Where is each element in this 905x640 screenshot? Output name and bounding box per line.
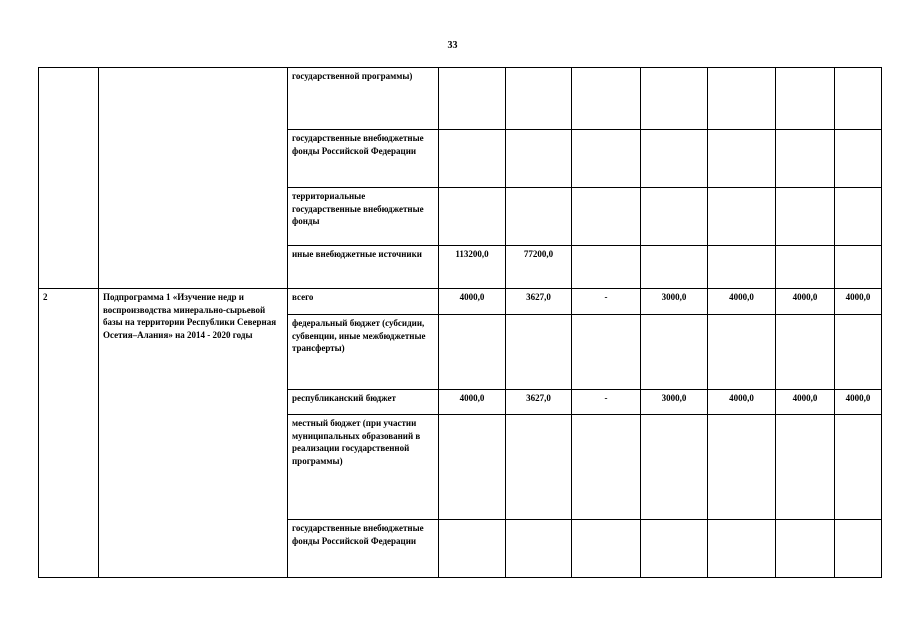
source-cell: местный бюджет (при участии муниципальных образований в реализации государственной программы) — [288, 415, 439, 520]
value-cell: - — [572, 390, 641, 415]
value-cell — [776, 315, 835, 390]
value-cell: 4000,0 — [439, 289, 506, 315]
value-cell — [506, 520, 572, 578]
value-cell: 4000,0 — [776, 390, 835, 415]
value-cell: 4000,0 — [835, 289, 882, 315]
value-cell — [835, 415, 882, 520]
value-cell: 3627,0 — [506, 289, 572, 315]
value-cell — [572, 246, 641, 289]
value-cell — [439, 68, 506, 130]
value-cell — [708, 520, 776, 578]
value-cell: 4000,0 — [776, 289, 835, 315]
value-cell — [776, 68, 835, 130]
value-cell — [572, 188, 641, 246]
value-cell: 3000,0 — [641, 289, 708, 315]
value-cell — [572, 520, 641, 578]
value-cell — [641, 415, 708, 520]
value-cell — [835, 130, 882, 188]
source-cell: республиканский бюджет — [288, 390, 439, 415]
value-cell: 113200,0 — [439, 246, 506, 289]
number-cell — [39, 68, 99, 289]
source-cell: государственные внебюджетные фонды Российской Федерации — [288, 520, 439, 578]
value-cell — [439, 188, 506, 246]
value-cell — [641, 520, 708, 578]
value-cell — [835, 246, 882, 289]
title-cell — [99, 68, 288, 289]
value-cell — [439, 315, 506, 390]
value-cell — [708, 68, 776, 130]
value-cell — [641, 246, 708, 289]
value-cell — [776, 130, 835, 188]
value-cell — [708, 188, 776, 246]
value-cell — [439, 520, 506, 578]
value-cell: 4000,0 — [708, 390, 776, 415]
subprogram-title: Подпрограмма 1 «Изучение недр и воспроизводства минерально-сырьевой базы на территории Республики Северная Осетия–Алания» на 2014 - 2020 годы — [99, 289, 288, 578]
value-cell: 77200,0 — [506, 246, 572, 289]
value-cell: 4000,0 — [708, 289, 776, 315]
value-cell — [572, 315, 641, 390]
value-cell — [506, 315, 572, 390]
table-row — [39, 68, 882, 130]
value-cell: 4000,0 — [835, 390, 882, 415]
value-cell — [835, 520, 882, 578]
value-cell — [835, 68, 882, 130]
value-cell — [439, 415, 506, 520]
value-cell — [835, 188, 882, 246]
value-cell: - — [572, 289, 641, 315]
value-cell — [776, 246, 835, 289]
source-cell: государственной программы) — [288, 68, 439, 130]
value-cell — [708, 415, 776, 520]
source-cell: всего — [288, 289, 439, 315]
table-row — [39, 289, 882, 315]
source-cell: государственные внебюджетные фонды Российской Федерации — [288, 130, 439, 188]
budget-table — [38, 67, 882, 578]
value-cell — [572, 68, 641, 130]
page-number: 33 — [447, 40, 458, 51]
value-cell — [439, 130, 506, 188]
value-cell — [572, 130, 641, 188]
value-cell — [506, 68, 572, 130]
value-cell — [506, 188, 572, 246]
value-cell — [835, 315, 882, 390]
value-cell — [641, 188, 708, 246]
value-cell — [506, 130, 572, 188]
value-cell: 3000,0 — [641, 390, 708, 415]
value-cell — [776, 188, 835, 246]
value-cell — [641, 130, 708, 188]
value-cell — [641, 68, 708, 130]
value-cell: 4000,0 — [439, 390, 506, 415]
value-cell — [776, 415, 835, 520]
value-cell — [708, 130, 776, 188]
value-cell — [572, 415, 641, 520]
value-cell — [641, 315, 708, 390]
value-cell: 3627,0 — [506, 390, 572, 415]
source-cell: иные внебюджетные источники — [288, 246, 439, 289]
source-cell: федеральный бюджет (субсидии, субвенции, иные межбюджетные трансферты) — [288, 315, 439, 390]
value-cell — [506, 415, 572, 520]
source-cell: территориальные государственные внебюджетные фонды — [288, 188, 439, 246]
subprogram-number: 2 — [39, 289, 99, 578]
value-cell — [708, 315, 776, 390]
value-cell — [708, 246, 776, 289]
value-cell — [776, 520, 835, 578]
